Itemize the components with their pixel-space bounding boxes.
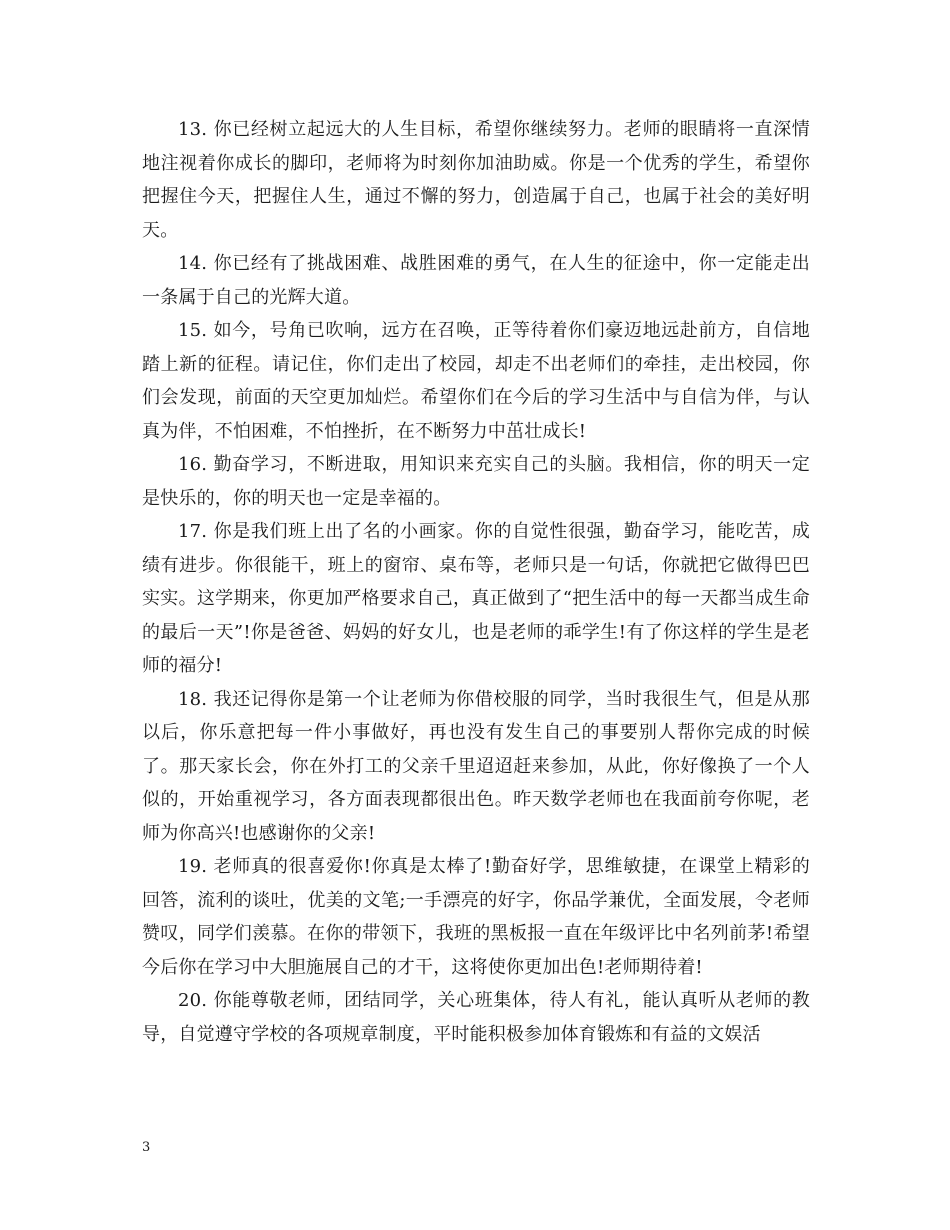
paragraph-15: 15. 如今，号角已吹响，远方在召唤，正等待着你们豪迈地远赴前方，自信地踏上新的征程。请记住，你们走出了校园，却走不出老师们的牵挂，走出校园，你们会发现，前面的天空更加灿烂。希望你们在今后的学习生活中与自信为伴，与认真为伴，不怕困难，不怕挫折，在不断努力中茁壮成长! <box>142 320 810 442</box>
paragraph-19: 19. 老师真的很喜爱你!你真是太棒了!勤奋好学，思维敏捷，在课堂上精彩的回答，流利的谈吐，优美的文笔;一手漂亮的好字，你品学兼优，全面发展，令老师赞叹，同学们羡慕。在你的带领下，我班的黑板报一直在年级评比中名列前茅!希望今后你在学习中大胆施展自己的才干，这将使你更加出色!老师期待着! <box>142 856 810 978</box>
page-number: 3 <box>142 1140 151 1155</box>
document-body <box>142 113 810 1051</box>
paragraph-14: 14. 你已经有了挑战困难、战胜困难的勇气，在人生的征途中，你一定能走出一条属于自己的光辉大道。 <box>142 253 810 308</box>
paragraph-20: 20. 你能尊敬老师，团结同学，关心班集体，待人有礼，能认真听从老师的教导，自觉遵守学校的各项规章制度，平时能积极参加体育锻炼和有益的文娱活 <box>142 990 810 1045</box>
paragraph-17: 17. 你是我们班上出了名的小画家。你的自觉性很强，勤奋学习，能吃苦，成绩有进步。你很能干，班上的窗帘、桌布等，老师只是一句话，你就把它做得巴巴实实。这学期来，你更加严格要求自己，真正做到了“把生活中的每一天都当成生命的最后一天”!你是爸爸、妈妈的好女儿，也是老师的乖学生!有了你这样的学生是老师的福分! <box>142 521 810 676</box>
paragraph-13: 13. 你已经树立起远大的人生目标，希望你继续努力。老师的眼睛将一直深情地注视着你成长的脚印，老师将为时刻你加油助威。你是一个优秀的学生，希望你把握住今天，把握住人生，通过不懈的努力，创造属于自己，也属于社会的美好明天。 <box>142 119 810 241</box>
paragraph-18: 18. 我还记得你是第一个让老师为你借校服的同学，当时我很生气，但是从那以后，你乐意把每一件小事做好，再也没有发生自己的事要别人帮你完成的时候了。那天家长会，你在外打工的父亲千里迢迢赶来参加，从此，你好像换了一个人似的，开始重视学习，各方面表现都很出色。昨天数学老师也在我面前夸你呢，老师为你高兴!也感谢你的父亲! <box>142 688 810 844</box>
paragraph-16: 16. 勤奋学习，不断进取，用知识来充实自己的头脑。我相信，你的明天一定是快乐的，你的明天也一定是幸福的。 <box>142 454 810 509</box>
